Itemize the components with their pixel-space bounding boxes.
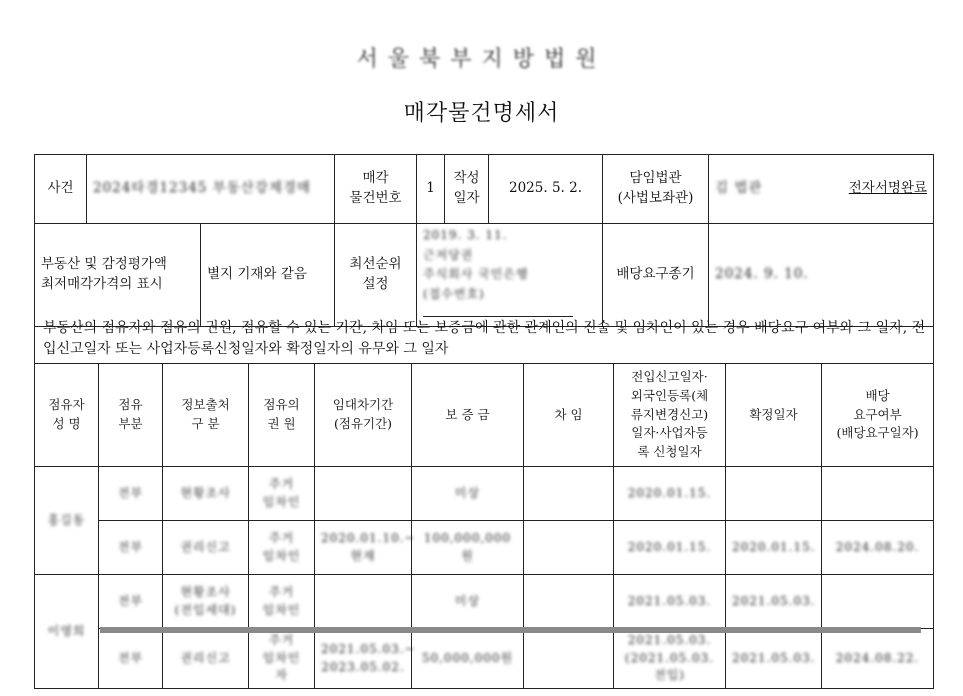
occupant-notice: 부동산의 점유자와 점유의 권원, 점유할 수 있는 기간, 차임 또는 보증금에 관한 관계인의 진술 및 임차인이 있는 경우 배당요구 여부와 그 일자, 전입신고일자 또는 사업자등록신청일자와 확정일자의 유무와 그 일자 (35, 315, 934, 364)
cell-part: 전부 (99, 575, 163, 629)
cell-rent (524, 575, 614, 629)
cell-source: 현황조사 (전입세대) (163, 575, 249, 629)
cell-part: 전부 (99, 467, 163, 521)
judge-cell (709, 155, 934, 224)
cell-fixed: 2021.05.03. (726, 629, 822, 689)
cell-source: 현황조사 (163, 467, 249, 521)
appraisal-cell (35, 224, 335, 327)
date-value: 2025. 5. 2. (489, 155, 603, 224)
appraisal-label: 부동산 및 감정평가액 최저매각가격의 표시 (35, 224, 201, 326)
cell-dividend: 2024.08.22. (822, 629, 934, 689)
court-name: 서울북부지방법원 (356, 47, 607, 72)
cell-part: 전부 (99, 629, 163, 689)
scroll-divider (100, 627, 921, 633)
cell-deposit: 100,000,000원 (412, 521, 524, 575)
cell-title: 주거 임차인 자 (249, 629, 315, 689)
column-header: 배당 요구여부 (배당요구일자) (822, 364, 934, 467)
dividend-deadline-value: 2024. 9. 10. (709, 224, 934, 327)
column-header: 확정일자 (726, 364, 822, 467)
column-header: 임대차기간 (점유기간) (315, 364, 412, 467)
e-sign-status: 전자서명완료 (848, 180, 927, 197)
cell-period: 2021.05.03.~ 2023.05.02. (315, 629, 412, 689)
cell-title: 주거 임차인 (249, 521, 315, 575)
column-header: 점유자 성 명 (35, 364, 99, 467)
table-row (35, 521, 934, 575)
table-row (35, 629, 934, 689)
document-title: 매각물건명세서 (403, 101, 560, 126)
cell-rent (524, 467, 614, 521)
item-number-value: 1 (417, 155, 445, 224)
cell-source: 권리신고 (163, 521, 249, 575)
cell-period: 2020.01.10.~ 현재 (315, 521, 412, 575)
cell-deposit: 50,000,000원 (412, 629, 524, 689)
priority-value: 2019. 3. 11. 근저당권 주식회사 국민은행 (접수번호) (417, 224, 603, 327)
cell-title: 주거 임차인 (249, 467, 315, 521)
case-info-table (34, 154, 934, 327)
cell-move-in: 2020.01.15. (614, 521, 726, 575)
dividend-deadline-label: 배당요구종기 (603, 224, 709, 327)
case-label: 사건 (35, 155, 87, 224)
table-row (35, 467, 934, 521)
judge-name: 김 법관 (715, 180, 763, 197)
column-header: 전입신고일자· 외국인등록(체 류지변경신고) 일자·사업자등 록 신청일자 (614, 364, 726, 467)
column-header: 점유의 권 원 (249, 364, 315, 467)
cell-fixed: 2021.05.03. (726, 575, 822, 629)
judge-label: 담임법관 (사법보좌관) (603, 155, 709, 224)
cell-dividend (822, 575, 934, 629)
table-row (35, 575, 934, 629)
cell-move-in: 2020.01.15. (614, 467, 726, 521)
date-label: 작성 일자 (445, 155, 489, 224)
cell-fixed (726, 467, 822, 521)
cell-rent (524, 629, 614, 689)
appraisal-value: 별지 기재와 같음 (207, 266, 307, 283)
cell-title: 주거 임차인 (249, 575, 315, 629)
cell-part: 전부 (99, 521, 163, 575)
cell-name: 홍길동 (35, 467, 99, 575)
cell-name: 이영희 (35, 575, 99, 689)
cell-move-in: 2021.05.03. (614, 575, 726, 629)
column-header: 정보출처 구 분 (163, 364, 249, 467)
cell-fixed: 2020.01.15. (726, 521, 822, 575)
cell-source: 권리신고 (163, 629, 249, 689)
column-header: 보 증 금 (412, 364, 524, 467)
priority-label: 최선순위 설정 (335, 224, 417, 327)
cell-dividend (822, 467, 934, 521)
item-number-label: 매각 물건번호 (335, 155, 417, 224)
cell-deposit: 미상 (412, 467, 524, 521)
cell-period (315, 575, 412, 629)
cell-rent (524, 521, 614, 575)
cell-dividend: 2024.08.20. (822, 521, 934, 575)
cell-period (315, 467, 412, 521)
column-header: 차 임 (524, 364, 614, 467)
column-header: 점유 부분 (99, 364, 163, 467)
case-value: 2024타경12345 부동산강제경매 (87, 155, 335, 224)
cell-move-in: 2021.05.03. (2021.05.03. 전입) (614, 629, 726, 689)
cell-deposit: 미상 (412, 575, 524, 629)
